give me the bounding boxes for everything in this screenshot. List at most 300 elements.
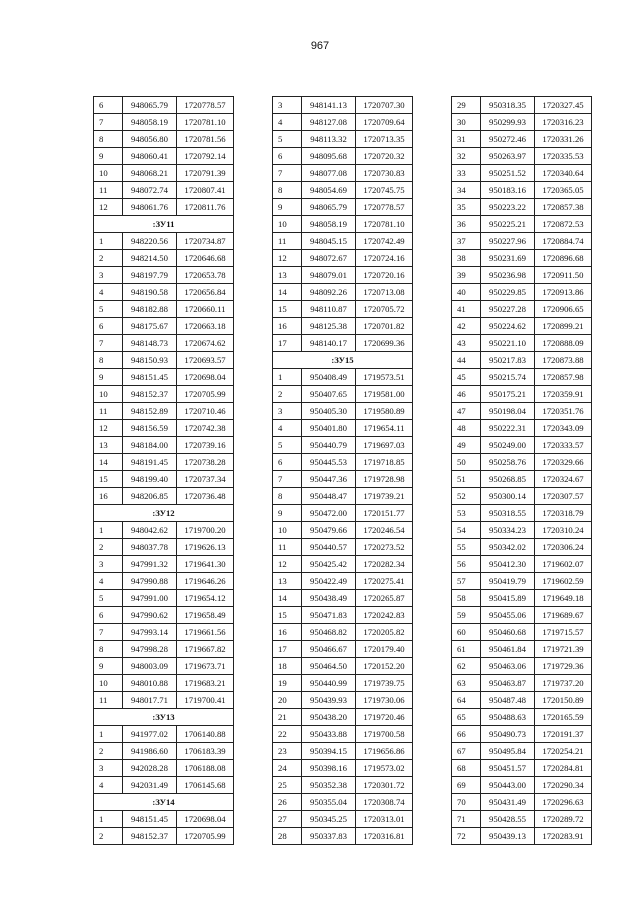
y-coordinate-cell: 1719683.21 <box>177 675 234 692</box>
y-coordinate-cell: 1720327.45 <box>535 97 592 114</box>
y-coordinate-cell: 1720265.87 <box>356 590 413 607</box>
section-title: :ЗУ14 <box>94 794 234 811</box>
point-number-cell: 15 <box>94 471 123 488</box>
y-coordinate-cell: 1720653.78 <box>177 267 234 284</box>
point-number-cell: 1 <box>94 522 123 539</box>
y-coordinate-cell: 1720246.54 <box>356 522 413 539</box>
point-number-cell: 37 <box>452 233 481 250</box>
table-row <box>452 624 592 641</box>
table-row <box>452 437 592 454</box>
table-row <box>94 386 234 403</box>
x-coordinate-cell: 948152.37 <box>123 386 177 403</box>
point-number-cell: 17 <box>273 641 302 658</box>
x-coordinate-cell: 950495.84 <box>481 743 535 760</box>
x-coordinate-cell: 948077.08 <box>302 165 356 182</box>
x-coordinate-cell: 950479.66 <box>302 522 356 539</box>
y-coordinate-cell: 1720705.99 <box>177 828 234 845</box>
y-coordinate-cell: 1720343.09 <box>535 420 592 437</box>
table-row <box>94 454 234 471</box>
point-number-cell: 11 <box>94 182 123 199</box>
point-number-cell: 2 <box>94 828 123 845</box>
y-coordinate-cell: 1719654.11 <box>356 420 413 437</box>
x-coordinate-cell: 948182.88 <box>123 301 177 318</box>
y-coordinate-cell: 1719581.00 <box>356 386 413 403</box>
table-row <box>452 658 592 675</box>
table-row <box>94 471 234 488</box>
y-coordinate-cell: 1720709.64 <box>356 114 413 131</box>
table-row <box>273 437 413 454</box>
x-coordinate-cell: 948197.79 <box>123 267 177 284</box>
point-number-cell: 11 <box>273 233 302 250</box>
point-number-cell: 40 <box>452 284 481 301</box>
x-coordinate-cell: 948152.89 <box>123 403 177 420</box>
table-row <box>94 811 234 828</box>
table-row <box>452 284 592 301</box>
x-coordinate-cell: 947993.14 <box>123 624 177 641</box>
y-coordinate-cell: 1719602.59 <box>535 573 592 590</box>
point-number-cell: 2 <box>273 386 302 403</box>
y-coordinate-cell: 1720693.57 <box>177 352 234 369</box>
point-number-cell: 17 <box>273 335 302 352</box>
x-coordinate-cell: 948148.73 <box>123 335 177 352</box>
y-coordinate-cell: 1720674.62 <box>177 335 234 352</box>
point-number-cell: 15 <box>273 607 302 624</box>
table-row <box>452 641 592 658</box>
y-coordinate-cell: 1720282.34 <box>356 556 413 573</box>
table-row <box>273 165 413 182</box>
y-coordinate-cell: 1720705.99 <box>177 386 234 403</box>
x-coordinate-cell: 948095.68 <box>302 148 356 165</box>
y-coordinate-cell: 1720324.67 <box>535 471 592 488</box>
point-number-cell: 3 <box>273 97 302 114</box>
y-coordinate-cell: 1720273.52 <box>356 539 413 556</box>
table-row <box>94 250 234 267</box>
table-row <box>452 607 592 624</box>
x-coordinate-cell: 950394.15 <box>302 743 356 760</box>
point-number-cell: 11 <box>94 692 123 709</box>
x-coordinate-cell: 948152.37 <box>123 828 177 845</box>
table-row <box>94 607 234 624</box>
table-row <box>94 556 234 573</box>
x-coordinate-cell: 947991.32 <box>123 556 177 573</box>
y-coordinate-cell: 1720742.38 <box>177 420 234 437</box>
x-coordinate-cell: 950422.49 <box>302 573 356 590</box>
point-number-cell: 3 <box>94 556 123 573</box>
y-coordinate-cell: 1706145.68 <box>177 777 234 794</box>
x-coordinate-cell: 950221.10 <box>481 335 535 352</box>
y-coordinate-cell: 1719739.75 <box>356 675 413 692</box>
y-coordinate-cell: 1720884.74 <box>535 233 592 250</box>
x-coordinate-cell: 950471.83 <box>302 607 356 624</box>
table-row <box>94 522 234 539</box>
table-row <box>452 420 592 437</box>
x-coordinate-cell: 948150.93 <box>123 352 177 369</box>
x-coordinate-cell: 950300.14 <box>481 488 535 505</box>
point-number-cell: 9 <box>273 505 302 522</box>
x-coordinate-cell: 950445.53 <box>302 454 356 471</box>
table-row <box>94 267 234 284</box>
y-coordinate-cell: 1720911.50 <box>535 267 592 284</box>
point-number-cell: 1 <box>94 233 123 250</box>
table-row <box>273 216 413 233</box>
table-row <box>273 675 413 692</box>
point-number-cell: 7 <box>94 335 123 352</box>
y-coordinate-cell: 1720296.63 <box>535 794 592 811</box>
x-coordinate-cell: 948151.45 <box>123 811 177 828</box>
y-coordinate-cell: 1720737.34 <box>177 471 234 488</box>
table-row <box>273 658 413 675</box>
point-number-cell: 6 <box>273 148 302 165</box>
y-coordinate-cell: 1720242.83 <box>356 607 413 624</box>
table-row <box>452 777 592 794</box>
table-row <box>273 250 413 267</box>
y-coordinate-cell: 1720857.38 <box>535 199 592 216</box>
point-number-cell: 6 <box>94 97 123 114</box>
point-number-cell: 10 <box>94 386 123 403</box>
y-coordinate-cell: 1719626.13 <box>177 539 234 556</box>
point-number-cell: 61 <box>452 641 481 658</box>
point-number-cell: 5 <box>273 131 302 148</box>
x-coordinate-cell: 950337.83 <box>302 828 356 845</box>
y-coordinate-cell: 1720307.57 <box>535 488 592 505</box>
table-row <box>452 556 592 573</box>
x-coordinate-cell: 950236.98 <box>481 267 535 284</box>
table-row <box>94 420 234 437</box>
point-number-cell: 9 <box>94 369 123 386</box>
x-coordinate-cell: 950412.30 <box>481 556 535 573</box>
point-number-cell: 14 <box>273 590 302 607</box>
coordinates-table-middle <box>272 96 413 845</box>
point-number-cell: 50 <box>452 454 481 471</box>
table-row <box>94 165 234 182</box>
table-row <box>452 505 592 522</box>
y-coordinate-cell: 1719573.02 <box>356 760 413 777</box>
x-coordinate-cell: 942028.28 <box>123 760 177 777</box>
point-number-cell: 35 <box>452 199 481 216</box>
y-coordinate-cell: 1720899.21 <box>535 318 592 335</box>
x-coordinate-cell: 950263.97 <box>481 148 535 165</box>
y-coordinate-cell: 1720646.68 <box>177 250 234 267</box>
table-row <box>273 726 413 743</box>
y-coordinate-cell: 1720720.32 <box>356 148 413 165</box>
point-number-cell: 63 <box>452 675 481 692</box>
point-number-cell: 7 <box>94 624 123 641</box>
table-row <box>452 131 592 148</box>
table-row <box>94 590 234 607</box>
y-coordinate-cell: 1719641.30 <box>177 556 234 573</box>
point-number-cell: 53 <box>452 505 481 522</box>
x-coordinate-cell: 948072.67 <box>302 250 356 267</box>
point-number-cell: 27 <box>273 811 302 828</box>
point-number-cell: 13 <box>94 437 123 454</box>
table-row <box>273 556 413 573</box>
y-coordinate-cell: 1720873.88 <box>535 352 592 369</box>
point-number-cell: 58 <box>452 590 481 607</box>
x-coordinate-cell: 948079.01 <box>302 267 356 284</box>
table-row <box>452 726 592 743</box>
y-coordinate-cell: 1719646.26 <box>177 573 234 590</box>
y-coordinate-cell: 1706188.08 <box>177 760 234 777</box>
x-coordinate-cell: 950198.04 <box>481 403 535 420</box>
y-coordinate-cell: 1719656.86 <box>356 743 413 760</box>
x-coordinate-cell: 950272.46 <box>481 131 535 148</box>
table-row <box>452 182 592 199</box>
y-coordinate-cell: 1719667.82 <box>177 641 234 658</box>
x-coordinate-cell: 947990.88 <box>123 573 177 590</box>
table-row <box>94 692 234 709</box>
point-number-cell: 44 <box>452 352 481 369</box>
point-number-cell: 28 <box>273 828 302 845</box>
point-number-cell: 65 <box>452 709 481 726</box>
table-row <box>452 114 592 131</box>
y-coordinate-cell: 1720857.98 <box>535 369 592 386</box>
table-row <box>273 199 413 216</box>
table-row <box>94 403 234 420</box>
table-row <box>273 624 413 641</box>
table-row <box>273 777 413 794</box>
table-row <box>94 199 234 216</box>
x-coordinate-cell: 950431.49 <box>481 794 535 811</box>
x-coordinate-cell: 950428.55 <box>481 811 535 828</box>
y-coordinate-cell: 1719602.07 <box>535 556 592 573</box>
y-coordinate-cell: 1720742.49 <box>356 233 413 250</box>
x-coordinate-cell: 950464.50 <box>302 658 356 675</box>
point-number-cell: 12 <box>94 420 123 437</box>
table-row <box>94 352 234 369</box>
point-number-cell: 23 <box>273 743 302 760</box>
point-number-cell: 18 <box>273 658 302 675</box>
y-coordinate-cell: 1720656.84 <box>177 284 234 301</box>
x-coordinate-cell: 950419.79 <box>481 573 535 590</box>
table-row <box>94 131 234 148</box>
y-coordinate-cell: 1720306.24 <box>535 539 592 556</box>
y-coordinate-cell: 1720365.05 <box>535 182 592 199</box>
y-coordinate-cell: 1720316.23 <box>535 114 592 131</box>
x-coordinate-cell: 950405.30 <box>302 403 356 420</box>
table-row <box>273 403 413 420</box>
x-coordinate-cell: 950318.55 <box>481 505 535 522</box>
y-coordinate-cell: 1719654.12 <box>177 590 234 607</box>
point-number-cell: 33 <box>452 165 481 182</box>
y-coordinate-cell: 1720284.81 <box>535 760 592 777</box>
table-row <box>273 471 413 488</box>
point-number-cell: 13 <box>273 267 302 284</box>
table-row <box>452 692 592 709</box>
table-row <box>273 267 413 284</box>
x-coordinate-cell: 948184.00 <box>123 437 177 454</box>
point-number-cell: 38 <box>452 250 481 267</box>
table-row <box>273 318 413 335</box>
y-coordinate-cell: 1720308.74 <box>356 794 413 811</box>
point-number-cell: 8 <box>94 352 123 369</box>
point-number-cell: 11 <box>273 539 302 556</box>
section-header-row <box>94 216 234 233</box>
x-coordinate-cell: 947990.62 <box>123 607 177 624</box>
point-number-cell: 72 <box>452 828 481 845</box>
y-coordinate-cell: 1720316.81 <box>356 828 413 845</box>
point-number-cell: 21 <box>273 709 302 726</box>
y-coordinate-cell: 1719728.98 <box>356 471 413 488</box>
x-coordinate-cell: 948072.74 <box>123 182 177 199</box>
page-number: 967 <box>310 40 330 52</box>
table-row <box>94 743 234 760</box>
x-coordinate-cell: 947998.28 <box>123 641 177 658</box>
point-number-cell: 48 <box>452 420 481 437</box>
point-number-cell: 8 <box>94 131 123 148</box>
y-coordinate-cell: 1720713.35 <box>356 131 413 148</box>
x-coordinate-cell: 950443.00 <box>481 777 535 794</box>
x-coordinate-cell: 948058.19 <box>123 114 177 131</box>
y-coordinate-cell: 1720791.39 <box>177 165 234 182</box>
point-number-cell: 51 <box>452 471 481 488</box>
y-coordinate-cell: 1720807.41 <box>177 182 234 199</box>
x-coordinate-cell: 950455.06 <box>481 607 535 624</box>
y-coordinate-cell: 1720707.30 <box>356 97 413 114</box>
table-row <box>273 386 413 403</box>
section-header-row <box>94 794 234 811</box>
table-row <box>452 590 592 607</box>
y-coordinate-cell: 1720778.57 <box>356 199 413 216</box>
x-coordinate-cell: 950224.62 <box>481 318 535 335</box>
x-coordinate-cell: 950472.00 <box>302 505 356 522</box>
x-coordinate-cell: 948190.58 <box>123 284 177 301</box>
x-coordinate-cell: 948151.45 <box>123 369 177 386</box>
x-coordinate-cell: 950440.99 <box>302 675 356 692</box>
x-coordinate-cell: 950425.42 <box>302 556 356 573</box>
point-number-cell: 4 <box>94 777 123 794</box>
table-row <box>273 131 413 148</box>
y-coordinate-cell: 1719580.89 <box>356 403 413 420</box>
x-coordinate-cell: 950183.16 <box>481 182 535 199</box>
point-number-cell: 9 <box>94 148 123 165</box>
y-coordinate-cell: 1720736.48 <box>177 488 234 505</box>
y-coordinate-cell: 1720781.10 <box>177 114 234 131</box>
y-coordinate-cell: 1720724.16 <box>356 250 413 267</box>
point-number-cell: 31 <box>452 131 481 148</box>
table-row <box>452 471 592 488</box>
y-coordinate-cell: 1720710.46 <box>177 403 234 420</box>
x-coordinate-cell: 948037.78 <box>123 539 177 556</box>
x-coordinate-cell: 950217.83 <box>481 352 535 369</box>
y-coordinate-cell: 1719739.21 <box>356 488 413 505</box>
table-row <box>452 743 592 760</box>
y-coordinate-cell: 1720333.57 <box>535 437 592 454</box>
y-coordinate-cell: 1720778.57 <box>177 97 234 114</box>
x-coordinate-cell: 948140.17 <box>302 335 356 352</box>
point-number-cell: 12 <box>273 556 302 573</box>
table-row <box>273 760 413 777</box>
y-coordinate-cell: 1720888.09 <box>535 335 592 352</box>
point-number-cell: 52 <box>452 488 481 505</box>
x-coordinate-cell: 950447.36 <box>302 471 356 488</box>
table-row <box>94 624 234 641</box>
x-coordinate-cell: 950352.38 <box>302 777 356 794</box>
table-row <box>94 301 234 318</box>
x-coordinate-cell: 950490.73 <box>481 726 535 743</box>
table-row <box>452 403 592 420</box>
y-coordinate-cell: 1719720.46 <box>356 709 413 726</box>
x-coordinate-cell: 950440.79 <box>302 437 356 454</box>
point-number-cell: 6 <box>94 318 123 335</box>
y-coordinate-cell: 1719715.57 <box>535 624 592 641</box>
x-coordinate-cell: 947991.00 <box>123 590 177 607</box>
table-row <box>452 794 592 811</box>
x-coordinate-cell: 942031.49 <box>123 777 177 794</box>
section-title: :ЗУ15 <box>273 352 413 369</box>
table-row <box>273 794 413 811</box>
point-number-cell: 10 <box>273 522 302 539</box>
x-coordinate-cell: 950258.76 <box>481 454 535 471</box>
x-coordinate-cell: 950448.47 <box>302 488 356 505</box>
y-coordinate-cell: 1720781.10 <box>356 216 413 233</box>
y-coordinate-cell: 1720310.24 <box>535 522 592 539</box>
point-number-cell: 19 <box>273 675 302 692</box>
point-number-cell: 6 <box>273 454 302 471</box>
x-coordinate-cell: 950438.49 <box>302 590 356 607</box>
x-coordinate-cell: 950440.57 <box>302 539 356 556</box>
x-coordinate-cell: 948175.67 <box>123 318 177 335</box>
table-row <box>452 573 592 590</box>
y-coordinate-cell: 1719700.20 <box>177 522 234 539</box>
y-coordinate-cell: 1720739.16 <box>177 437 234 454</box>
point-number-cell: 39 <box>452 267 481 284</box>
y-coordinate-cell: 1720275.41 <box>356 573 413 590</box>
point-number-cell: 69 <box>452 777 481 794</box>
x-coordinate-cell: 950342.02 <box>481 539 535 556</box>
point-number-cell: 11 <box>94 403 123 420</box>
y-coordinate-cell: 1720701.82 <box>356 318 413 335</box>
x-coordinate-cell: 948141.13 <box>302 97 356 114</box>
point-number-cell: 59 <box>452 607 481 624</box>
y-coordinate-cell: 1719737.20 <box>535 675 592 692</box>
point-number-cell: 9 <box>94 658 123 675</box>
point-number-cell: 9 <box>273 199 302 216</box>
point-number-cell: 2 <box>94 743 123 760</box>
y-coordinate-cell: 1720660.11 <box>177 301 234 318</box>
table-row <box>273 454 413 471</box>
table-row <box>452 522 592 539</box>
table-row <box>94 369 234 386</box>
point-number-cell: 49 <box>452 437 481 454</box>
y-coordinate-cell: 1706140.88 <box>177 726 234 743</box>
point-number-cell: 55 <box>452 539 481 556</box>
table-row <box>452 97 592 114</box>
point-number-cell: 47 <box>452 403 481 420</box>
section-header-row <box>273 352 413 369</box>
x-coordinate-cell: 950334.23 <box>481 522 535 539</box>
table-row <box>452 760 592 777</box>
table-row <box>94 777 234 794</box>
x-coordinate-cell: 948125.38 <box>302 318 356 335</box>
y-coordinate-cell: 1720730.83 <box>356 165 413 182</box>
x-coordinate-cell: 950355.04 <box>302 794 356 811</box>
y-coordinate-cell: 1720150.89 <box>535 692 592 709</box>
table-row <box>94 284 234 301</box>
y-coordinate-cell: 1720340.64 <box>535 165 592 182</box>
x-coordinate-cell: 948056.80 <box>123 131 177 148</box>
x-coordinate-cell: 948065.79 <box>302 199 356 216</box>
y-coordinate-cell: 1720351.76 <box>535 403 592 420</box>
y-coordinate-cell: 1720165.59 <box>535 709 592 726</box>
section-title: :ЗУ13 <box>94 709 234 726</box>
x-coordinate-cell: 950227.96 <box>481 233 535 250</box>
section-title: :ЗУ11 <box>94 216 234 233</box>
table-row <box>452 828 592 845</box>
point-number-cell: 10 <box>273 216 302 233</box>
x-coordinate-cell: 950222.31 <box>481 420 535 437</box>
point-number-cell: 10 <box>94 165 123 182</box>
x-coordinate-cell: 948068.21 <box>123 165 177 182</box>
